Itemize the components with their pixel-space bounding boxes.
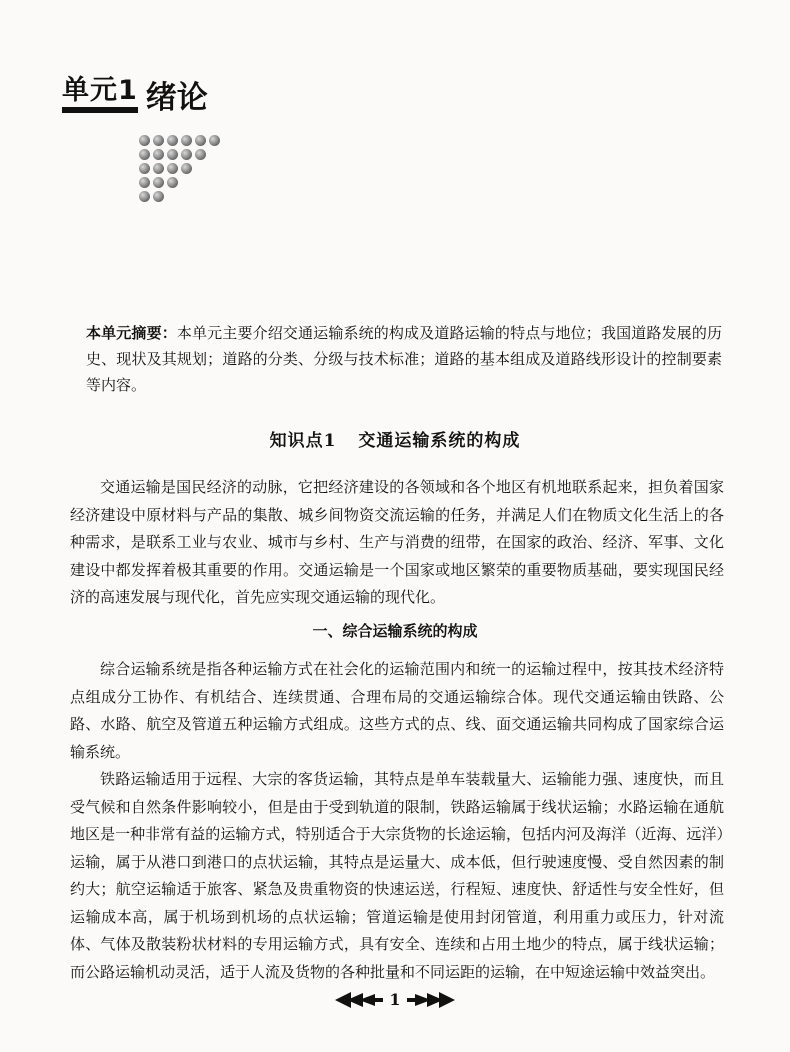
left-arrow-ornament-icon <box>335 992 383 1008</box>
decorative-dot-grid-icon <box>139 135 229 205</box>
unit-title: 绪论 <box>145 80 208 116</box>
knowledge-point-heading <box>0 426 790 451</box>
unit-summary <box>86 320 722 398</box>
unit-header <box>62 75 208 116</box>
right-arrow-ornament-icon <box>407 992 455 1008</box>
knowledge-point-number: 知识点1 <box>269 431 337 451</box>
unit-label: 单元1 <box>62 76 138 113</box>
intro-paragraph: 交通运输是国民经济的动脉，它把经济建设的各领域和各个地区有机地联系起来，担负着国家经济建设中原材料与产品的集散、城乡间物资交流运输的任务，并满足人们在物质文化生活上的各种需求，是联系工业与农业、城市与乡村、生产与消费的纽带，在国家的政治、经济、军事、文化建设中都发挥着极其重要的作用。交通运输是一个国家或地区繁荣的重要物质基础，要实现国民经济的高速发展与现代化，首先应实现交通运输的现代化。 <box>70 478 724 606</box>
paragraph-1: 综合运输系统是指各种运输方式在社会化的运输范围内和统一的运输过程中，按其技术经济特点组成分工协作、有机结合、连续贯通、合理布局的交通运输综合体。现代交通运输由铁路、公路、水路、航空及管道五种运输方式组成。这些方式的点、线、面交通运输共同构成了国家综合运输系统。 <box>70 660 724 761</box>
summary-label: 本单元摘要： <box>86 324 177 342</box>
paragraph-2: 铁路运输适用于远程、大宗的客货运输，其特点是单车装载量大、运输能力强、速度快，而且受气候和自然条件影响较小，但是由于受到轨道的限制，铁路运输属于线状运输；水路运输在通航地区是一种非常有益的运输方式，特别适合于大宗货物的长途运输，包括内河及海洋（近海、远洋）运输，属于从港口到港口的点状运输，其特点是运量大、成本低，但行驶速度慢、受自然因素的制约大；航空运输适于旅客、紧急及贵重物资的快速运送，行程短、速度快、舒适性与安全性好，但运输成本高，属于机场到机场的点状运输；管道运输是使用封闭管道，利用重力或压力，针对流体、气体及散装粉状材料的专用运输方式，具有安全、连续和占用土地少的特点，属于线状运输；而公路运输机动灵活，适于人流及货物的各种批量和不同运距的运输，在中短途运输中效益突出。 <box>70 770 724 981</box>
section-heading: 一、综合运输系统的构成 <box>312 622 478 640</box>
page-footer <box>0 990 790 1009</box>
summary-text: 本单元主要介绍交通运输系统的构成及道路运输的特点与地位；我国道路发展的历史、现状及其规划；道路的分类、分级与技术标准；道路的基本组成及道路线形设计的控制要素等内容。 <box>86 324 722 394</box>
page-number: 1 <box>389 990 401 1009</box>
knowledge-point-title: 交通运输系统的构成 <box>358 431 521 451</box>
